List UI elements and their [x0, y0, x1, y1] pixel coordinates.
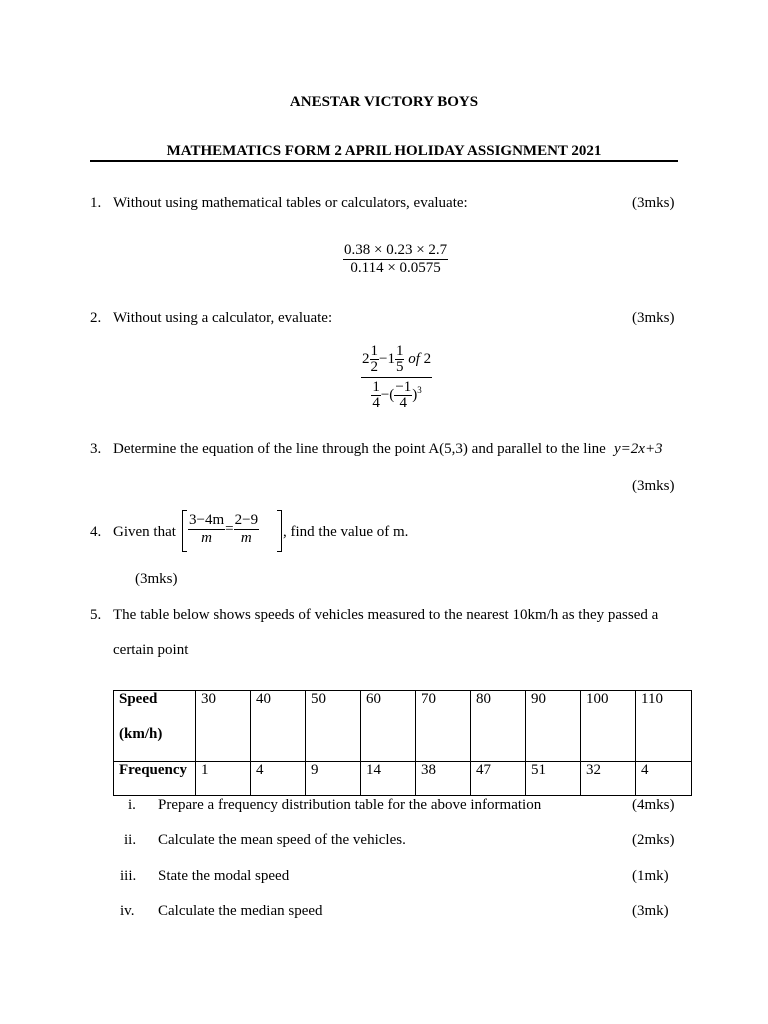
frequency-cell: 1	[196, 762, 251, 796]
q1-marks: (3mks)	[632, 195, 675, 211]
speed-cell: 100	[581, 691, 636, 762]
speed-header-cell: Speed (km/h)	[114, 691, 196, 762]
q3-marks: (3mks)	[632, 478, 675, 494]
subq-iii-text: State the modal speed	[158, 868, 290, 884]
table-row	[114, 762, 692, 796]
frequency-cell: 32	[581, 762, 636, 796]
subq-i-text: Prepare a frequency distribution table for the above information	[158, 797, 542, 813]
subq-iv-marks: (3mk)	[632, 903, 669, 919]
speed-cell: 60	[361, 691, 416, 762]
subq-iii-label: iii.	[120, 868, 137, 884]
frequency-cell: 4	[251, 762, 306, 796]
subq-iii-marks: (1mk)	[632, 868, 669, 884]
q2-text: Without using a calculator, evaluate:	[113, 310, 333, 326]
q1-denominator: 0.114 × 0.0575	[350, 260, 441, 276]
q1-text: Without using mathematical tables or calculators, evaluate:	[113, 195, 468, 211]
q2-main-denominator: $\frac{1}{4}$ −( $\frac{-1}{4}$ )$^3$	[372, 379, 422, 411]
speed-cell: 110	[636, 691, 692, 762]
q5-number: 5.	[90, 607, 102, 623]
q5-text-line2: certain point	[113, 642, 189, 658]
q4-number: 4.	[90, 524, 102, 540]
q5-text-line1: The table below shows speeds of vehicles measured to the nearest 10km/h as they passed a	[113, 607, 659, 623]
frequency-cell: 14	[361, 762, 416, 796]
q2-main-numerator: 2 $\frac{1}{2}$ −1 $\frac{1}{5}$ of 2	[361, 344, 432, 378]
subq-ii-label: ii.	[124, 832, 137, 848]
q1-expression	[343, 242, 448, 277]
q4-text-after: , find the value of m.	[283, 524, 409, 540]
speed-cell: 30	[196, 691, 251, 762]
speed-cell: 40	[251, 691, 306, 762]
subq-ii-marks: (2mks)	[632, 832, 675, 848]
q3-number: 3.	[90, 441, 102, 457]
frequency-cell: 4	[636, 762, 692, 796]
speed-frequency-table	[113, 690, 692, 796]
assignment-title: MATHEMATICS FORM 2 APRIL HOLIDAY ASSIGNMENT 2021	[166, 143, 602, 159]
q4-rhs-denominator: m	[240, 530, 252, 546]
subq-i-marks: (4mks)	[632, 797, 675, 813]
subq-iv-label: iv.	[120, 903, 135, 919]
q4-text-before: Given that	[113, 524, 176, 540]
speed-cell: 90	[526, 691, 581, 762]
q3-text: Determine the equation of the line through the point A(5,3) and parallel to the line	[113, 441, 606, 457]
q4-lhs-numerator: 3−4m	[189, 512, 225, 528]
q4-lhs-denominator: m	[201, 530, 212, 546]
subq-i-label: i.	[128, 797, 136, 813]
school-name: ANESTAR VICTORY BOYS	[289, 94, 479, 110]
q4-rhs-numerator: 2−9	[234, 512, 259, 528]
q2-marks: (3mks)	[632, 310, 675, 326]
title-underline	[90, 160, 678, 162]
frequency-cell: 38	[416, 762, 471, 796]
q3-equation: y=2x+3	[614, 441, 663, 457]
subq-ii-text: Calculate the mean speed of the vehicles.	[158, 832, 406, 848]
q2-expression	[361, 344, 432, 411]
q4-marks: (3mks)	[135, 571, 178, 587]
frequency-cell: 51	[526, 762, 581, 796]
frequency-cell: 47	[471, 762, 526, 796]
frequency-header-cell: Frequency	[114, 762, 196, 796]
frequency-cell: 9	[306, 762, 361, 796]
speed-cell: 70	[416, 691, 471, 762]
table-row	[114, 691, 692, 762]
q4-bracket-expression: $\frac{3-4m}{m}$ = $\frac{2-9}{m}$	[182, 510, 282, 552]
q1-numerator: 0.38 × 0.23 × 2.7	[344, 242, 448, 258]
q1-number: 1.	[90, 195, 102, 211]
speed-cell: 50	[306, 691, 361, 762]
subq-iv-text: Calculate the median speed	[158, 903, 323, 919]
q2-number: 2.	[90, 310, 102, 326]
speed-cell: 80	[471, 691, 526, 762]
